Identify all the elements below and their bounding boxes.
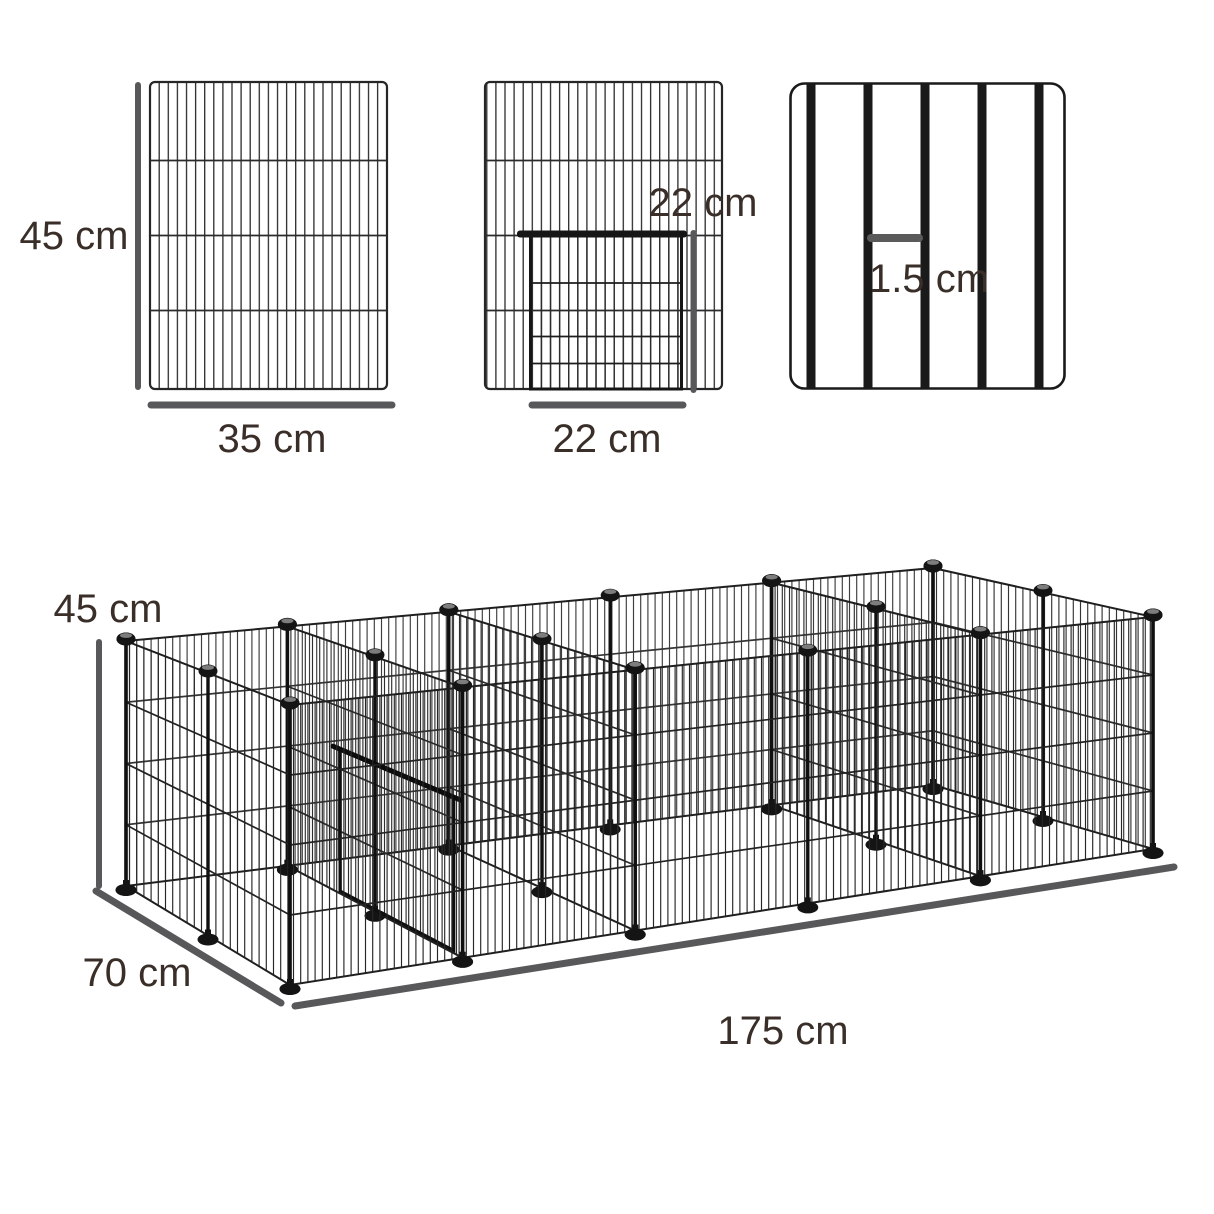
panel-door-view [485, 82, 757, 461]
interior-door-frame [340, 749, 454, 950]
door-height-label: 22 cm [648, 181, 758, 225]
bar-spacing-view [791, 80, 1065, 392]
bar-gap-label: 1.5 cm [868, 257, 990, 301]
panel-height-label: 45 cm [19, 214, 129, 258]
assembled-playpen-view [116, 560, 1164, 996]
assembled-height-label: 45 cm [53, 587, 163, 631]
panel-width-label: 35 cm [217, 417, 327, 461]
assembled-length-label: 175 cm [717, 1009, 849, 1053]
assembled-depth-label: 70 cm [82, 951, 192, 995]
door-top-bar [517, 231, 687, 238]
panel-front-view [20, 82, 392, 461]
door-width-label: 22 cm [552, 417, 662, 461]
door-frame [531, 233, 682, 389]
